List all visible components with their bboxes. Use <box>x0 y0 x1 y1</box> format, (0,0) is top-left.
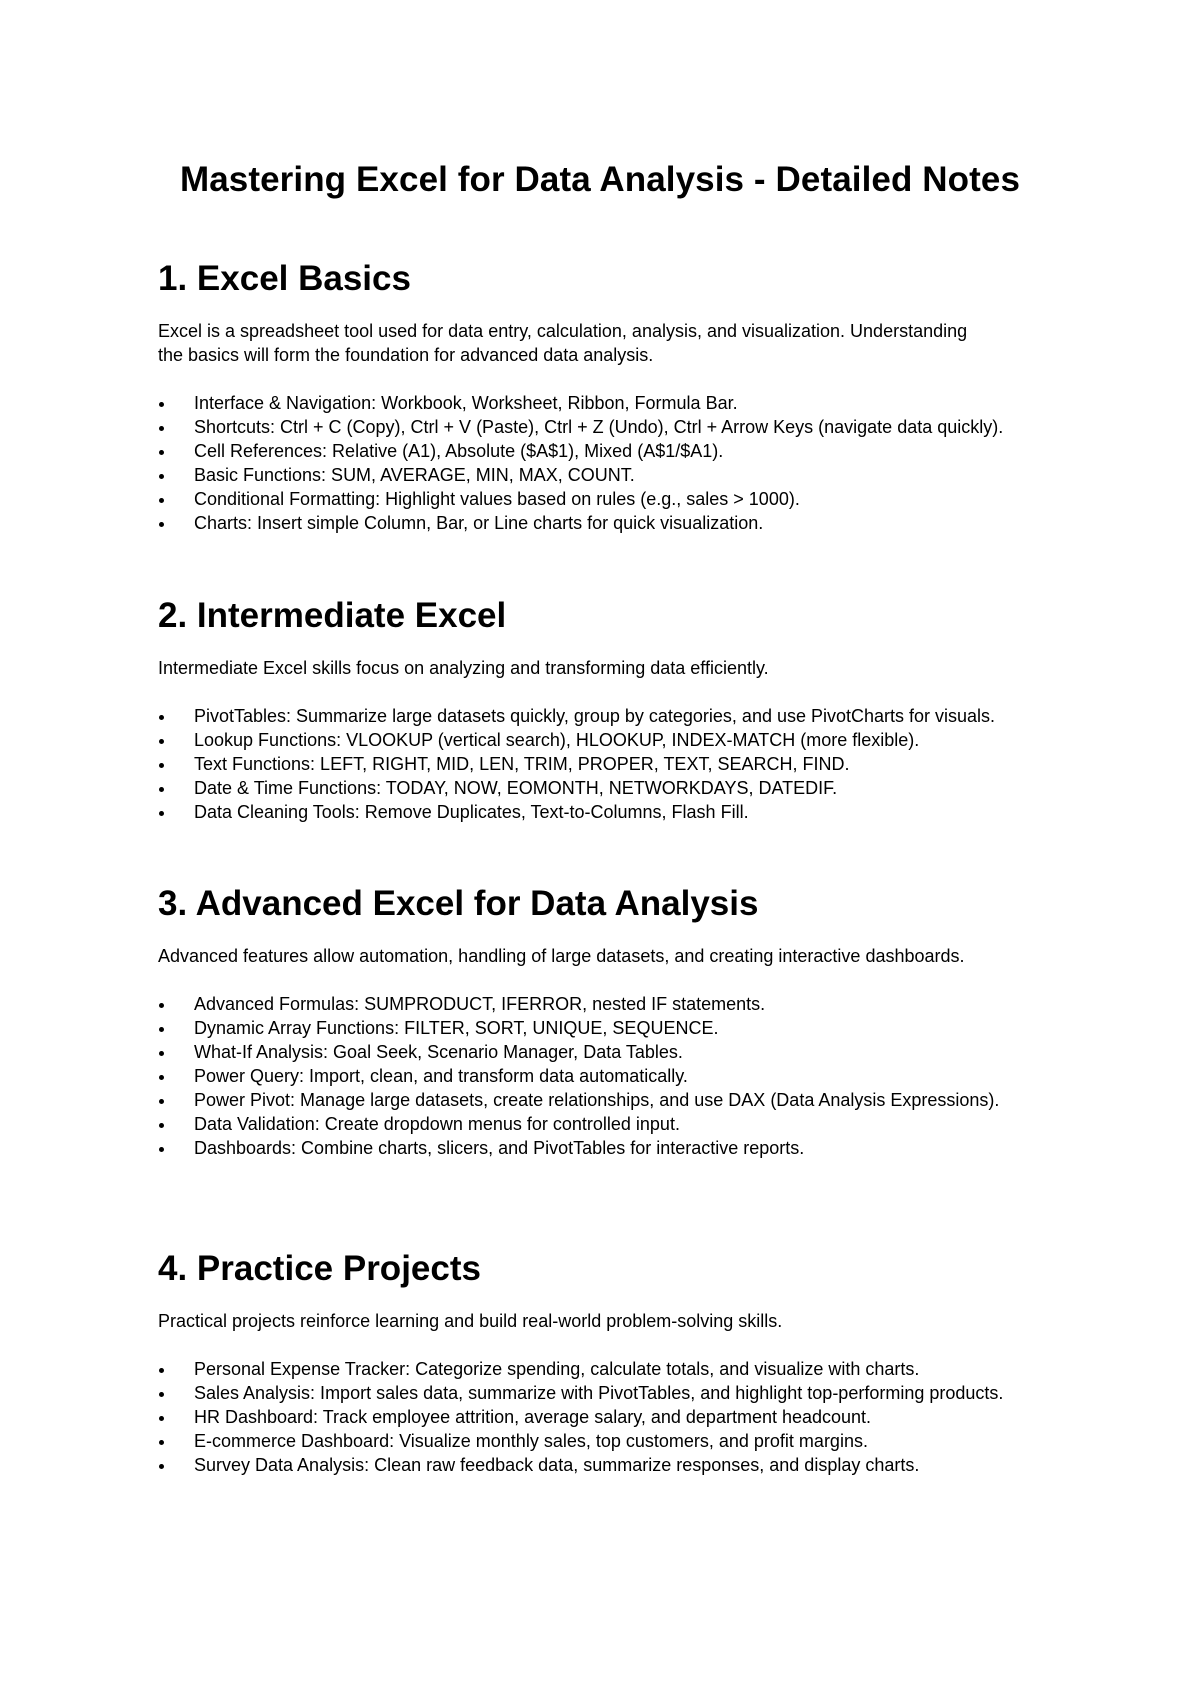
bullet-list <box>158 1357 1058 1477</box>
list-item <box>158 391 1064 415</box>
bullet-icon <box>159 1416 164 1421</box>
list-item <box>158 415 1064 439</box>
list-item-text: PivotTables: Summarize large datasets quickly, group by categories, and use PivotCharts for visuals. <box>194 706 996 726</box>
list-item <box>158 511 1064 535</box>
list-item <box>158 1088 1064 1112</box>
section-practice-projects <box>158 1245 1058 1477</box>
list-item-text: HR Dashboard: Track employee attrition, average salary, and department headcount. <box>194 1407 872 1427</box>
bullet-icon <box>159 1368 164 1373</box>
list-item-text: Advanced Formulas: SUMPRODUCT, IFERROR, nested IF statements. <box>194 994 766 1014</box>
bullet-list <box>158 391 1058 535</box>
list-item-text: E-commerce Dashboard: Visualize monthly sales, top customers, and profit margins. <box>194 1431 868 1451</box>
bullet-icon <box>159 739 164 744</box>
list-item-text: Cell References: Relative (A1), Absolute ($A$1), Mixed (A$1/$A1). <box>194 441 724 461</box>
section-heading: 4. Practice Projects <box>158 1249 481 1288</box>
list-item <box>158 752 1064 776</box>
list-item-text: Dashboards: Combine charts, slicers, and PivotTables for interactive reports. <box>194 1138 805 1158</box>
list-item <box>158 1357 1064 1381</box>
list-item <box>158 463 1064 487</box>
bullet-list <box>158 992 1058 1160</box>
list-item <box>158 800 1064 824</box>
bullet-icon <box>159 474 164 479</box>
bullet-icon <box>159 498 164 503</box>
bullet-icon <box>159 1051 164 1056</box>
section-intro: Advanced features allow automation, handling of large datasets, and creating interactive dashboards. <box>158 946 965 966</box>
section-intro: Intermediate Excel skills focus on analyzing and transforming data efficiently. <box>158 658 769 678</box>
list-item-text: Dynamic Array Functions: FILTER, SORT, UNIQUE, SEQUENCE. <box>194 1018 719 1038</box>
bullet-icon <box>159 402 164 407</box>
bullet-icon <box>159 1027 164 1032</box>
list-item-text: Lookup Functions: VLOOKUP (vertical search), HLOOKUP, INDEX-MATCH (more flexible). <box>194 730 920 750</box>
bullet-icon <box>159 811 164 816</box>
bullet-list <box>158 704 1058 824</box>
list-item-text: What-If Analysis: Goal Seek, Scenario Manager, Data Tables. <box>194 1042 683 1062</box>
section-intermediate-excel <box>158 592 1058 824</box>
list-item <box>158 1016 1064 1040</box>
list-item <box>158 487 1064 511</box>
list-item <box>158 439 1064 463</box>
list-item <box>158 1112 1064 1136</box>
bullet-icon <box>159 787 164 792</box>
document-title: Mastering Excel for Data Analysis - Detailed Notes <box>179 160 1021 199</box>
list-item-text: Survey Data Analysis: Clean raw feedback data, summarize responses, and display charts. <box>194 1455 920 1475</box>
section-intro: Practical projects reinforce learning and build real-world problem-solving skills. <box>158 1311 783 1331</box>
bullet-icon <box>159 1003 164 1008</box>
bullet-icon <box>159 426 164 431</box>
bullet-icon <box>159 1075 164 1080</box>
section-heading: 3. Advanced Excel for Data Analysis <box>158 884 759 923</box>
section-excel-basics <box>158 255 1058 535</box>
list-item-text: Date & Time Functions: TODAY, NOW, EOMONTH, NETWORKDAYS, DATEDIF. <box>194 778 838 798</box>
bullet-icon <box>159 1464 164 1469</box>
list-item-text: Charts: Insert simple Column, Bar, or Line charts for quick visualization. <box>194 513 764 533</box>
list-item <box>158 1429 1064 1453</box>
list-item-text: Basic Functions: SUM, AVERAGE, MIN, MAX, COUNT. <box>194 465 635 485</box>
list-item-text: Power Pivot: Manage large datasets, create relationships, and use DAX (Data Analysis Expressions). <box>194 1090 1000 1110</box>
list-item <box>158 1381 1064 1405</box>
list-item <box>158 992 1064 1016</box>
list-item-text: Conditional Formatting: Highlight values based on rules (e.g., sales > 1000). <box>194 489 800 509</box>
section-heading: 1. Excel Basics <box>158 259 411 298</box>
list-item <box>158 728 1064 752</box>
section-heading: 2. Intermediate Excel <box>158 596 507 635</box>
bullet-icon <box>159 1123 164 1128</box>
section-intro: Excel is a spreadsheet tool used for data entry, calculation, analysis, and visualization. Understanding the basics will form the foundation for advanced data analysis. <box>158 321 968 365</box>
bullet-icon <box>159 715 164 720</box>
list-item-text: Power Query: Import, clean, and transform data automatically. <box>194 1066 688 1086</box>
bullet-icon <box>159 1440 164 1445</box>
list-item-text: Text Functions: LEFT, RIGHT, MID, LEN, TRIM, PROPER, TEXT, SEARCH, FIND. <box>194 754 850 774</box>
bullet-icon <box>159 1392 164 1397</box>
list-item <box>158 704 1064 728</box>
bullet-icon <box>159 522 164 527</box>
list-item-text: Data Cleaning Tools: Remove Duplicates, Text-to-Columns, Flash Fill. <box>194 802 749 822</box>
bullet-icon <box>159 763 164 768</box>
list-item-text: Interface & Navigation: Workbook, Worksheet, Ribbon, Formula Bar. <box>194 393 738 413</box>
list-item <box>158 1136 1064 1160</box>
section-advanced-excel <box>158 880 1058 1160</box>
bullet-icon <box>159 450 164 455</box>
list-item <box>158 1064 1064 1088</box>
bullet-icon <box>159 1147 164 1152</box>
list-item-text: Sales Analysis: Import sales data, summarize with PivotTables, and highlight top-performing products. <box>194 1383 1004 1403</box>
list-item <box>158 1453 1064 1477</box>
list-item-text: Shortcuts: Ctrl + C (Copy), Ctrl + V (Paste), Ctrl + Z (Undo), Ctrl + Arrow Keys (navigate data quickly). <box>194 417 1004 437</box>
list-item <box>158 1405 1064 1429</box>
list-item-text: Personal Expense Tracker: Categorize spending, calculate totals, and visualize with charts. <box>194 1359 920 1379</box>
bullet-icon <box>159 1099 164 1104</box>
list-item <box>158 776 1064 800</box>
list-item <box>158 1040 1064 1064</box>
list-item-text: Data Validation: Create dropdown menus for controlled input. <box>194 1114 680 1134</box>
